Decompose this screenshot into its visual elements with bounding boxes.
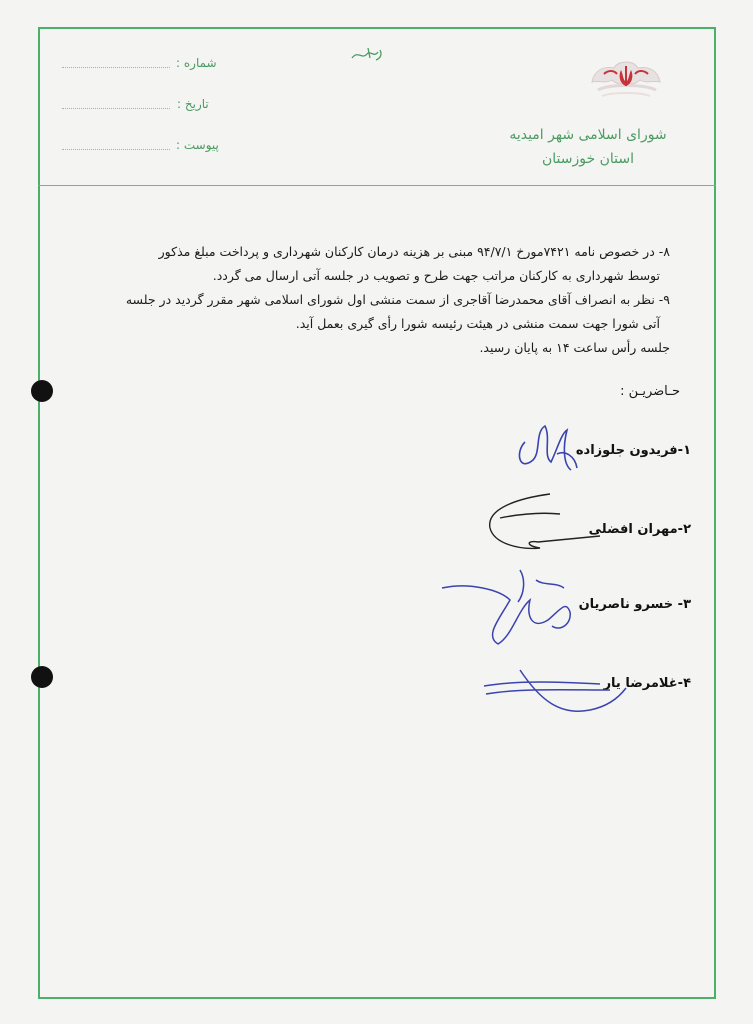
date-label: تاریخ :: [177, 97, 209, 111]
attendee-2: ۲-مهران افضلی: [588, 522, 691, 537]
header-divider: [38, 185, 716, 186]
number-label: شماره :: [176, 56, 217, 70]
item-9-line-2: آتی شورا جهت سمت منشی در هیئت رئیسه شورا رأی گیری بعمل آید.: [295, 316, 660, 331]
attendee-4: ۴-غلامرضا یار: [603, 676, 691, 691]
item-8-line-2: توسط شهرداری به کارکنان مراتب جهت طرح و تصویب در جلسه آتی ارسال می گردد.: [212, 268, 660, 283]
minutes-body: [115, 240, 670, 360]
number-dotted-line: [62, 67, 170, 68]
province-name: استان خوزستان: [542, 151, 634, 167]
invocation-calligraphy: [348, 44, 386, 64]
item-9-line-1: ۹- نظر به انصراف آقای محمدرضا آقاجری از سمت منشی اول شورای اسلامی شهر مقرر گردید در جلسه: [125, 292, 670, 307]
punch-hole: [31, 666, 53, 688]
signature-3: [440, 560, 590, 655]
attendee-3: ۳- خسرو ناصریان: [578, 597, 691, 612]
date-dotted-line: [62, 108, 170, 109]
attachment-dotted-line: [62, 149, 170, 150]
item-8-line-1: ۸- در خصوص نامه ۷۴۲۱مورخ ۹۴/۷/۱ مبنی بر هزینه درمان کارکنان شهرداری و پرداخت مبلغ مذکور: [158, 244, 670, 259]
council-title-block: [473, 123, 703, 171]
closing-line: جلسه رأس ساعت ۱۴ به پایان رسید.: [479, 340, 670, 355]
attendee-1: ۱-فریدون جلوزاده: [575, 443, 691, 458]
page-border: [38, 27, 716, 999]
council-emblem: [584, 54, 668, 108]
attachment-label: پیوست :: [176, 138, 219, 152]
signature-2: [480, 488, 610, 558]
attendees-heading: حـاضریـن :: [620, 384, 680, 399]
punch-hole: [31, 380, 53, 402]
signature-4: [480, 660, 630, 720]
signature-1: [505, 412, 595, 492]
council-name: شورای اسلامی شهر امیدیه: [509, 127, 667, 143]
